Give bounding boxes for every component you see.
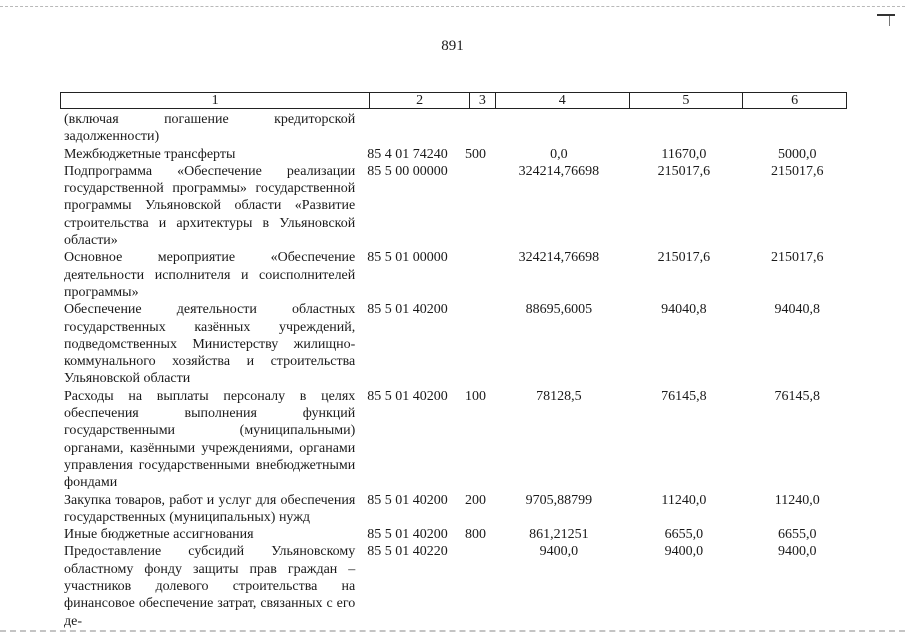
scan-corner-tick	[889, 16, 890, 26]
row-code: 85 5 01 40200	[367, 302, 448, 318]
row-name: Иные бюджетные ассигнования	[64, 527, 254, 543]
table-row	[64, 388, 854, 492]
row-value-2: 11670,0	[661, 146, 707, 162]
table-row	[64, 249, 854, 301]
row-code: 85 4 01 74240	[367, 146, 448, 162]
row-value-3: 11240,0	[774, 492, 820, 508]
row-kvr: 500	[465, 146, 486, 162]
scan-edge-bottom	[0, 630, 905, 632]
row-value-3: 76145,8	[774, 388, 821, 404]
table-row	[64, 492, 854, 527]
row-value-2: 11240,0	[661, 492, 707, 508]
row-value-1: 9400,0	[539, 544, 579, 560]
page-number: 891	[441, 38, 464, 54]
row-value-1: 9705,88799	[525, 492, 593, 508]
row-code: 85 5 00 00000	[367, 163, 448, 179]
row-code: 85 5 01 00000	[367, 250, 448, 266]
row-value-2: 215017,6	[657, 163, 711, 179]
row-value-1: 88695,6005	[525, 302, 593, 318]
row-value-3: 9400,0	[778, 544, 817, 560]
row-value-3: 215017,6	[771, 250, 824, 266]
table-row	[64, 301, 854, 387]
row-kvr: 800	[465, 527, 486, 543]
row-value-2: 76145,8	[661, 388, 707, 404]
row-name: Основное мероприятие «Обеспечение деятельности исполнителя и соисполнителей программы»	[64, 250, 356, 300]
row-name: Расходы на выплаты персоналу в целях обеспечения выполнения функций государственными (муниципальными) органами, казёнными учреждениями, органами управления государственными внебюджетными фондами	[64, 388, 356, 491]
row-value-3: 6655,0	[778, 527, 817, 543]
row-name: Подпрограмма «Обеспечение реализации государственной программы» государственной программы Ульяновской области «Развитие строительства и архитектуры в Ульяновской области»	[64, 163, 356, 249]
table-row	[64, 163, 854, 249]
row-value-1: 324214,76698	[518, 163, 600, 179]
row-kvr: 200	[465, 492, 486, 508]
table-body	[64, 111, 854, 630]
header-col-3: 3	[470, 93, 496, 108]
table-header	[60, 92, 847, 109]
row-value-2: 94040,8	[661, 302, 707, 318]
table-row	[64, 543, 854, 629]
row-value-2: 215017,6	[657, 250, 711, 266]
scan-corner-mark	[877, 14, 895, 20]
row-value-3: 5000,0	[778, 146, 817, 162]
row-value-1: 324214,76698	[518, 250, 600, 266]
header-col-4: 4	[496, 93, 630, 108]
row-name: Межбюджетные трансферты	[64, 146, 236, 162]
header-col-2: 2	[370, 93, 470, 108]
scan-edge-top	[0, 6, 905, 7]
row-name: (включая погашение кредиторской задолженности)	[64, 112, 356, 145]
table-row	[64, 526, 854, 543]
row-name: Обеспечение деятельности областных государственных казённых учреждений, подведомственных Министерству жилищно-коммунального хозяйства и строительства Ульяновской области	[64, 302, 356, 387]
row-value-1: 0,0	[550, 146, 568, 162]
row-kvr: 100	[465, 388, 486, 404]
row-code: 85 5 01 40200	[367, 388, 448, 404]
row-value-3: 215017,6	[771, 163, 824, 179]
header-col-5: 5	[630, 93, 744, 108]
table-row	[64, 146, 854, 163]
row-name: Закупка товаров, работ и услуг для обеспечения государственных (муниципальных) нужд	[64, 492, 356, 525]
row-name: Предоставление субсидий Ульяновскому областному фонду защиты прав граждан – участников долевого строительства на финансовое обеспечение затрат, связанных с его де-	[64, 544, 356, 629]
table-row	[64, 111, 854, 146]
row-value-2: 9400,0	[664, 544, 704, 560]
header-col-1: 1	[61, 93, 370, 108]
row-code: 85 5 01 40220	[367, 544, 448, 560]
row-value-3: 94040,8	[774, 302, 821, 318]
row-value-1: 78128,5	[536, 388, 582, 404]
row-code: 85 5 01 40200	[367, 527, 448, 543]
header-col-6: 6	[791, 93, 799, 108]
row-value-2: 6655,0	[664, 527, 704, 543]
row-code: 85 5 01 40200	[367, 492, 448, 508]
row-value-1: 861,21251	[529, 527, 589, 543]
